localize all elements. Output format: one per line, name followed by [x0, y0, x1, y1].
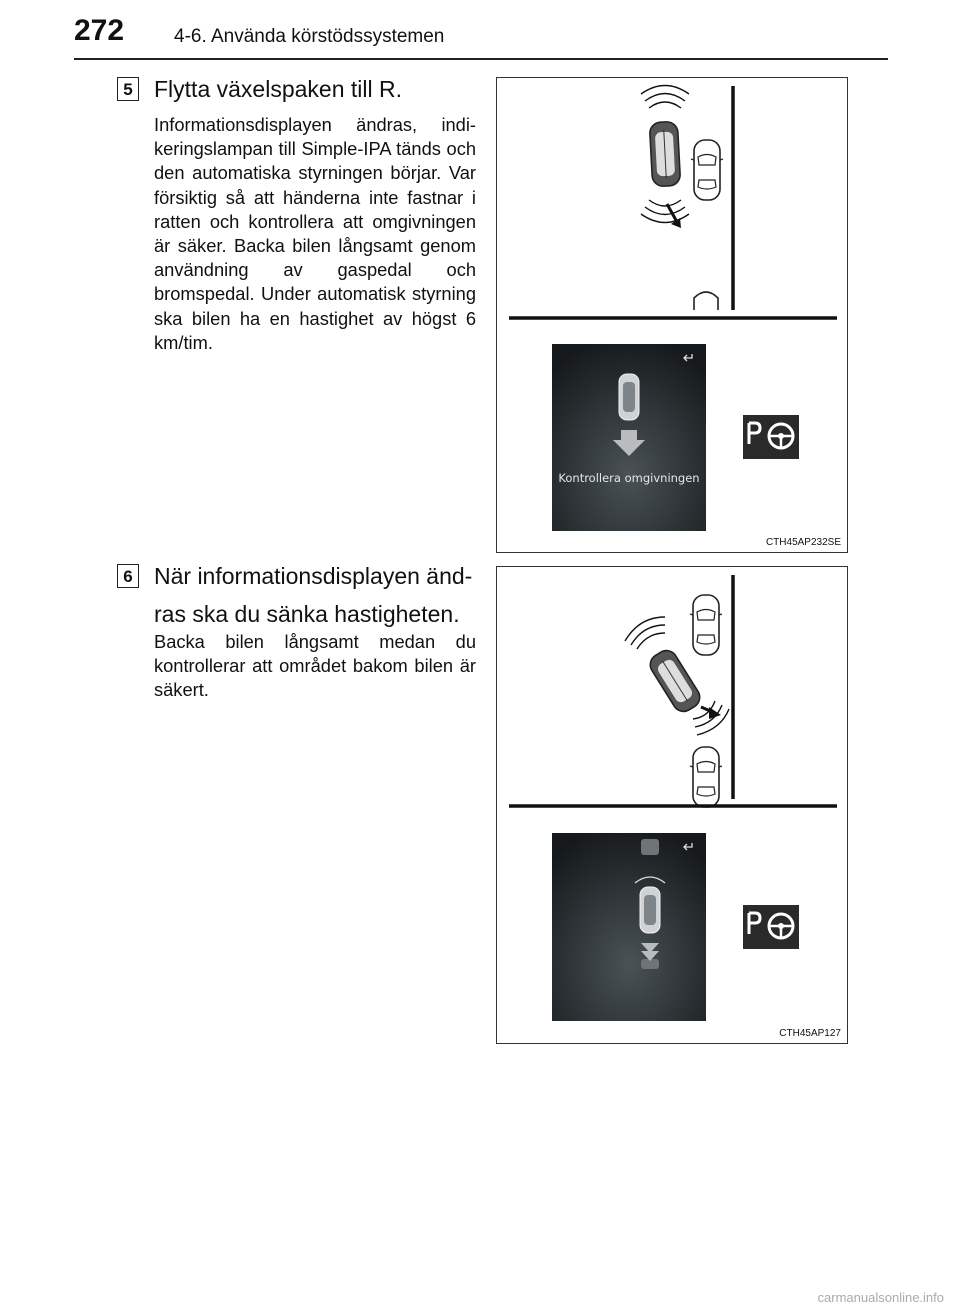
- parking-diagram: [497, 567, 849, 1045]
- footer-watermark[interactable]: carmanualsonline.info: [817, 1290, 944, 1305]
- step-body: Backa bilen långsamt medan du kontrollerar att området bakom bilen är säkert.: [154, 631, 476, 701]
- figure-code: CTH45AP232SE: [765, 537, 841, 548]
- reversing-car-icon: [646, 646, 704, 715]
- step-heading: Flytta växelspaken till R.: [154, 76, 402, 102]
- parked-car-icon: [691, 140, 723, 200]
- display-message: Kontrollera omgivningen: [558, 471, 700, 485]
- step-badge: 6: [117, 564, 139, 588]
- header-rule: [74, 58, 888, 60]
- step-badge: 5: [117, 77, 139, 101]
- reversing-car-icon: [649, 121, 680, 186]
- figure: [496, 77, 848, 553]
- parked-car-icon: [690, 747, 722, 807]
- section-title: 4-6. Använda körstödssystemen: [174, 26, 445, 47]
- page-number: 272: [74, 14, 125, 47]
- display-car-icon: [619, 374, 639, 420]
- parked-car-partial-icon: [694, 292, 718, 310]
- figure-code: CTH45AP127: [779, 1028, 841, 1039]
- step-body: Informationsdisplayen ändras, indi-keringslampan till Simple-IPA tänds och den automatiska styrningen börjar. Var försiktig så att händerna inte fastnar i ratten och kontrollera att omgivningen är säker. Backa bilen långsamt genom användning av gaspedal och bromspedal. Under automatisk styrning ska bilen ha en hastighet av högst 6 km/tim.: [154, 114, 476, 353]
- figure: [496, 566, 848, 1044]
- p-steering-wheel-icon: [743, 905, 799, 949]
- info-display: [552, 833, 706, 1021]
- p-steering-wheel-icon: [743, 415, 799, 459]
- step-heading: När informationsdisplayen änd-ras ska du sänka hastigheten.: [154, 563, 473, 627]
- parked-car-icon: [690, 595, 722, 655]
